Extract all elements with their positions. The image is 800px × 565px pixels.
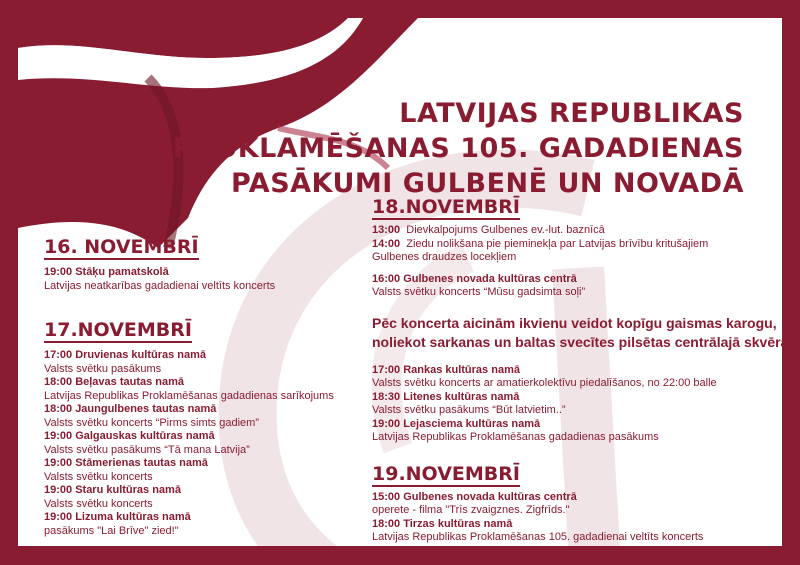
event-venue: 18:30 Litenes kultūras namā: [372, 390, 520, 403]
right-column: [372, 196, 789, 545]
event-description: Latvijas neatkarības gadadienai veltīts koncerts: [44, 279, 276, 292]
announcement-text: [372, 314, 789, 352]
event-description: Valsts svētku pasākums “Tā mana Latvija”: [44, 443, 250, 456]
event-list-nov17: [44, 349, 364, 538]
event-venue: 18:00 Beļavas tautas namā: [44, 376, 185, 388]
event-venue: 15:00 Gulbenes novada kultūras centrā: [372, 490, 577, 503]
event-venue: 19:00 Galgauskas kultūras namā: [44, 430, 215, 442]
event-item: [44, 266, 364, 293]
title-line-1: LATVIJAS REPUBLIKAS: [399, 98, 744, 129]
event-description: Valsts svētku koncerts ar amatierkolektīvu piedalīšanos, no 22:00 balle: [372, 377, 717, 389]
event-description: Valsts svētku koncerts: [44, 497, 153, 510]
event-item: [372, 273, 782, 300]
event-description: Latvijas Republikas Proklamēšanas gadadienas sarīkojums: [44, 389, 334, 402]
event-time: 13:00: [372, 224, 401, 236]
event-venue: 18:00 Tirzas kultūras namā: [372, 517, 513, 530]
page-title: [173, 96, 744, 201]
event-venue: 19:00 Stāķu pamatskolā: [44, 266, 169, 278]
event-venue: 17:00 Rankas kultūras namā: [372, 363, 520, 376]
day-heading-nov18: 18.NOVEMBRĪ: [372, 196, 520, 218]
announcement-line-2: noliekot sarkanas un baltas svecītes pilsētas centrālajā skvērā: [372, 333, 789, 350]
event-description: Valsts svētku koncerts “Pirms simts gadiem”: [44, 416, 259, 429]
event-description: Valsts svētku koncerts “Mūsu gadsimta soļi”: [372, 286, 586, 298]
event-list-nov18-evening: [372, 364, 782, 445]
event-description: Latvijas Republikas Proklamēšanas 105. gadadienai veltīts koncerts: [372, 531, 704, 543]
event-venue: 19:00 Lejasciema kultūras namā: [372, 417, 541, 430]
event-venue: 17:00 Druvienas kultūras namā: [44, 349, 207, 361]
event-description: pasākums "Lai Brīve" zied!": [44, 524, 179, 537]
day-heading-nov16: 16. NOVEMBRĪ: [44, 236, 199, 258]
event-description: operete - filma "Trīs zvaigznes. Zigfrīds.": [372, 504, 570, 516]
event-venue: 19:00 Staru kultūras namā: [44, 484, 181, 496]
left-column: [44, 236, 364, 538]
title-line-3: PASĀKUMI GULBENĒ UN NOVADĀ: [230, 168, 744, 199]
event-list-nov18-morning: [372, 224, 782, 265]
event-venue: 19:00 Lizuma kultūras namā: [44, 511, 191, 523]
day-heading-nov17: 17.NOVEMBRĪ: [44, 319, 192, 341]
event-description: Valsts svētku pasākums: [44, 362, 162, 375]
event-time: 14:00: [372, 237, 401, 250]
day-heading-nov19: 19.NOVEMBRĪ: [372, 462, 520, 485]
event-description: Valsts svētku pasākums “Būt latvietim..”: [372, 404, 566, 416]
event-venue: 16:00 Gulbenes novada kultūras centrā: [372, 272, 577, 285]
announcement-line-1: Pēc koncerta aicinām ikvienu veidot kopīgu gaismas karogu,: [372, 314, 777, 331]
event-description: Ziedu nolikšana pie pieminekļa par Latvijas brīvību kritušajiem: [406, 237, 709, 250]
event-description: Gulbenes draudzes locekļiem: [372, 251, 517, 263]
title-line-2: PROKLAMĒŠANAS 105. GADADIENAS: [172, 133, 744, 164]
event-venue: 18:00 Jaungulbenes tautas namā: [44, 403, 217, 415]
event-description: Latvijas Republikas Proklamēšanas gadadienas pasākums: [372, 431, 659, 443]
event-description: Valsts svētku koncerts: [44, 470, 153, 483]
event-description: Dievkalpojums Gulbenes ev.-lut. baznīcā: [406, 224, 605, 236]
event-list-nov19: [372, 491, 782, 545]
event-venue: 19:00 Stāmerienas tautas namā: [44, 457, 208, 469]
